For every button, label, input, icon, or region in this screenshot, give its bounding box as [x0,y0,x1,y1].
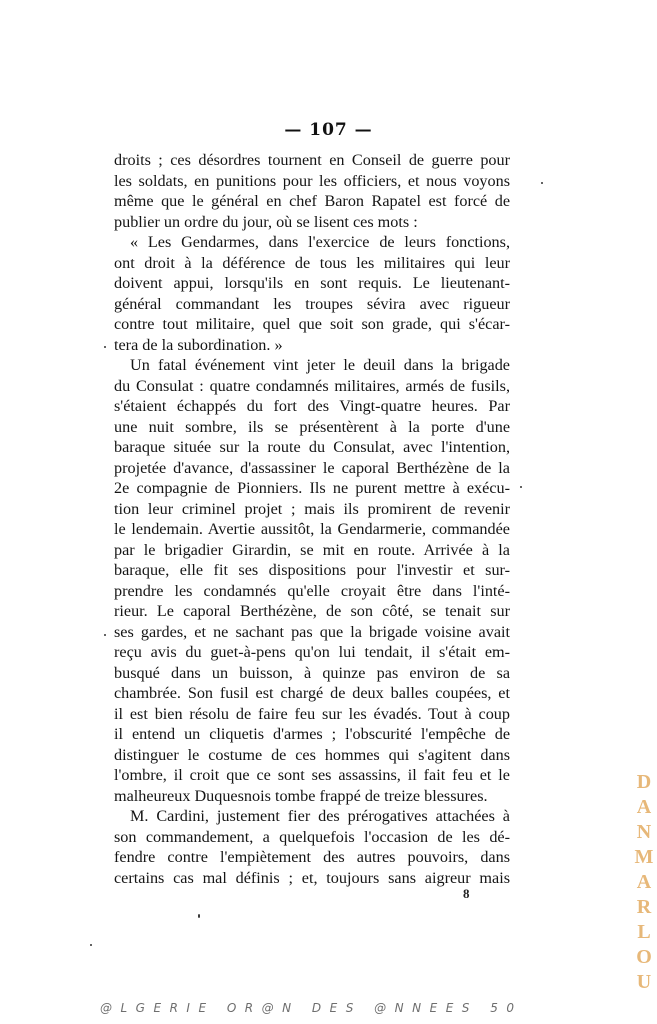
text-line: certains cas mal définis ; et, toujours sans aigreur mais [114,868,510,887]
scan-speck [104,634,106,636]
text-line: reçu avis du guet-à-pens qu'on lui tendait, il s'était em- [114,643,510,661]
text-line: le lendemain. Avertie aussitôt, la Gendarmerie, commandée [114,520,510,538]
text-line: les soldats, en punitions pour les officiers, et nous voyons [114,171,510,190]
watermark-letter: R [636,896,652,918]
vertical-watermark [632,770,656,995]
text-line: une nuit sombre, ils se présentèrent à la porte d'une [114,417,510,436]
body-text [114,150,510,888]
text-line: contre tout militaire, quel que soit son grade, qui s'écar- [114,315,510,333]
text-line: l'ombre, il croit que ce sont ses assassins, il fait feu et le [114,766,510,784]
text-line: ont droit à la déférence de tous les militaires qui leur [114,253,510,272]
scan-speck [541,182,543,184]
text-line: tion leur criminel projet ; mais ils promirent de revenir [114,499,510,518]
text-line: par le brigadier Girardin, se mit en route. Arrivée à la [114,540,510,559]
text-line: baraque située sur la route du Consulat, avec l'intention, [114,438,510,456]
text-line: fendre contre l'empiètement des autres pouvoirs, dans [114,848,510,866]
watermark-letter: M [634,846,654,868]
footer-watermark: @LGERIE OR@N DES @NNEES 50 [100,1001,523,1015]
text-line: doivent appui, lorsqu'ils en sont requis. Le lieutenant- [114,274,510,292]
watermark-letter: O [636,946,652,968]
text-line: il entend un cliquetis d'armes ; l'obscurité l'empêche de [114,725,510,743]
watermark-letter: N [636,821,652,843]
text-line: chambrée. Son fusil est chargé de deux balles coupées, et [114,684,510,702]
text-line: s'étaient échappés du fort des Vingt-quatre heures. Par [114,397,510,415]
watermark-letter: D [636,771,652,793]
scan-speck [198,914,200,918]
scan-speck [90,944,92,946]
text-line: tera de la subordination. » [114,335,283,354]
watermark-letter: U [636,971,652,993]
text-line: « Les Gendarmes, dans l'exercice de leurs fonctions, [130,233,510,251]
text-line: malheureux Duquesnois tombe frappé de treize blessures. [114,786,488,805]
text-line: Un fatal événement vint jeter le deuil dans la brigade [130,356,510,374]
watermark-letter: L [637,921,651,943]
text-line: du Consulat : quatre condamnés militaires, armés de fusils, [114,376,510,395]
text-line: son commandement, a quelquefois l'occasion de les dé- [114,827,510,846]
text-line: il est bien résolu de faire feu sur les évadés. Tout à coup [114,704,510,723]
scan-speck [520,486,522,488]
text-line: M. Cardini, justement fier des prérogatives attachées à [130,807,510,825]
text-line: rieur. Le caporal Berthézène, de son côté, se tenait sur [114,602,510,620]
text-line: busqué dans un buisson, à quinze pas environ de sa [114,663,510,682]
scan-speck [104,346,106,348]
text-line: général commandant les troupes sévira avec rigueur [114,294,510,313]
text-line: distinguer le costume de ces hommes qui s'agitent dans [114,745,510,764]
signature-mark: 8 [463,886,470,901]
text-line: baraque, elle fit ses dispositions pour l'investir et sur- [114,561,510,579]
watermark-letter: A [636,871,652,893]
watermark-letter: A [636,796,652,818]
text-line: projetée d'avance, d'assassiner le caporal Berthézène de la [114,458,510,477]
text-line: 2e compagnie de Pionniers. Ils ne purent mettre à exécu- [114,479,510,497]
text-line: publier un ordre du jour, où se lisent ces mots : [114,212,418,231]
text-line: prendre les condamnés qu'elle croyait être dans l'inté- [114,581,510,600]
text-line: droits ; ces désordres tournent en Conseil de guerre pour [114,151,510,169]
page-number: — 107 — [284,120,373,140]
text-line: ses gardes, et ne sachant pas que la brigade voisine avait [114,622,510,641]
text-line: même que le général en chef Baron Rapatel est forcé de [114,192,510,210]
